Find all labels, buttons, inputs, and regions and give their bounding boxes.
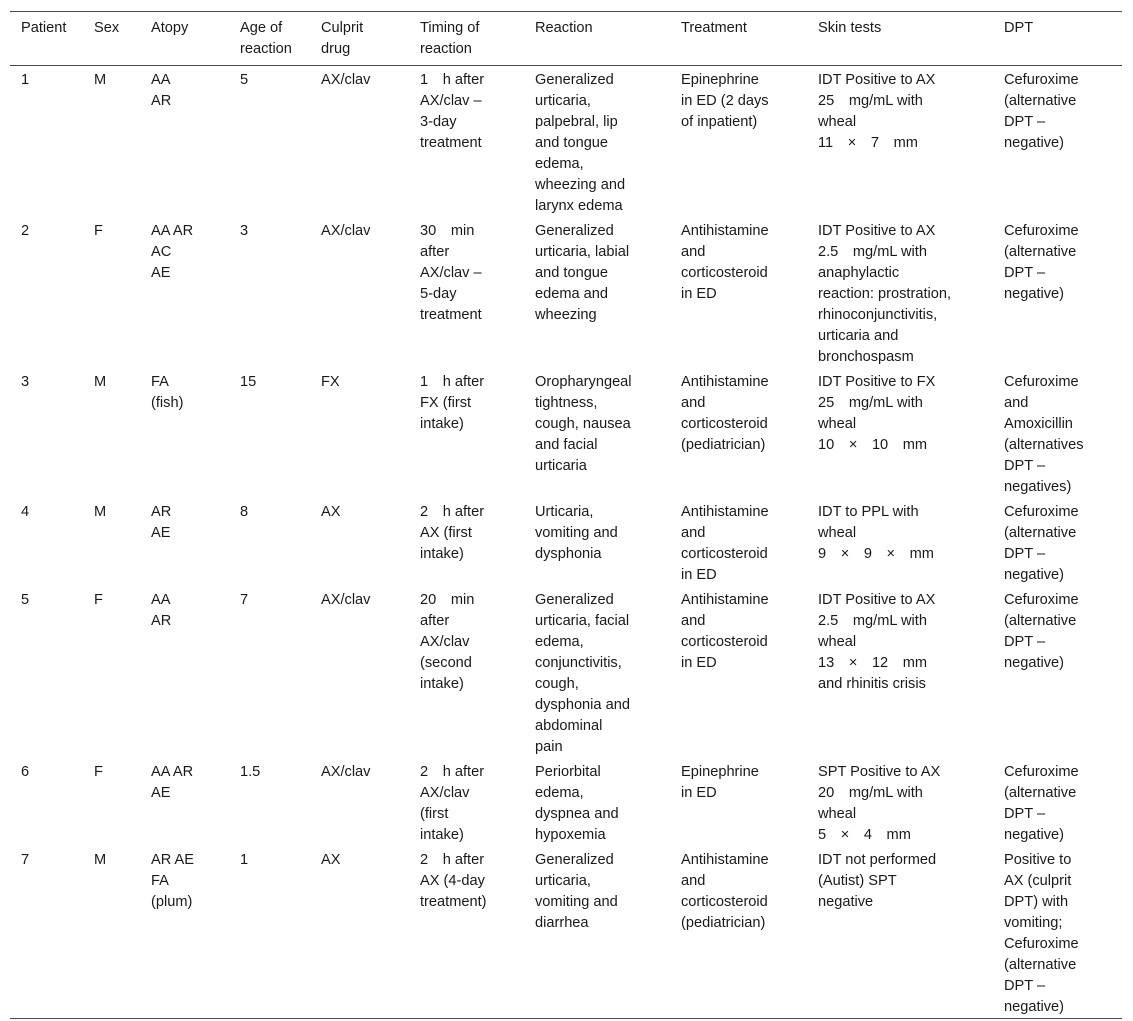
cell-atopy: AA AR: [151, 592, 172, 629]
table-row: [10, 758, 1122, 846]
cell-treatment: Epinephrine in ED: [681, 764, 759, 801]
cell-atopy: AA AR: [151, 72, 172, 109]
cell-timing: 1 h after AX/clav – 3-day treatment: [420, 72, 485, 151]
patient-table: [10, 11, 1122, 1019]
header-treatment: Treatment: [681, 20, 747, 36]
patient-table-container: [10, 11, 1122, 1019]
header-age-of-reaction: Age of reaction: [240, 20, 292, 57]
cell-reaction: Oropharyngeal tightness, cough, nausea and facial urticaria: [535, 374, 632, 474]
cell-sex: F: [94, 764, 103, 780]
table-row: [10, 846, 1122, 1019]
cell-sex: F: [94, 223, 103, 239]
table-row: [10, 217, 1122, 368]
cell-atopy: AA AR AC AE: [151, 223, 194, 281]
cell-dpt: Cefuroxime and Amoxicillin (alternatives DPT – negatives): [1004, 374, 1084, 495]
cell-atopy: AA AR AE: [151, 764, 194, 801]
cell-sex: F: [94, 592, 103, 608]
cell-age: 3: [240, 223, 249, 239]
cell-culprit-drug: AX/clav: [321, 223, 371, 239]
cell-atopy: AR AE FA (plum): [151, 852, 194, 910]
cell-reaction: Generalized urticaria, palpebral, lip and tongue edema, wheezing and larynx edema: [535, 72, 626, 214]
cell-dpt: Cefuroxime (alternative DPT – negative): [1004, 764, 1079, 843]
cell-reaction: Urticaria, vomiting and dysphonia: [535, 504, 618, 562]
cell-culprit-drug: AX: [321, 504, 341, 520]
cell-age: 7: [240, 592, 249, 608]
header-culprit-drug: Culprit drug: [321, 20, 364, 57]
cell-reaction: Periorbital edema, dyspnea and hypoxemia: [535, 764, 619, 843]
cell-treatment: Antihistamine and corticosteroid in ED: [681, 504, 769, 583]
cell-culprit-drug: AX/clav: [321, 764, 371, 780]
cell-patient: 1: [21, 72, 30, 88]
header-skin-tests: Skin tests: [818, 20, 882, 36]
table-row: [10, 66, 1122, 218]
header-dpt: DPT: [1004, 20, 1034, 36]
cell-age: 8: [240, 504, 249, 520]
header-patient: Patient: [21, 20, 67, 36]
cell-culprit-drug: AX/clav: [321, 72, 371, 88]
cell-timing: 2 h after AX (first intake): [420, 504, 485, 562]
cell-sex: M: [94, 504, 107, 520]
cell-patient: 5: [21, 592, 30, 608]
cell-timing: 30 min after AX/clav – 5-day treatment: [420, 223, 482, 323]
header-timing-of-reaction: Timing of reaction: [420, 20, 480, 57]
cell-reaction: Generalized urticaria, facial edema, conjunctivitis, cough, dysphonia and abdominal pain: [535, 592, 630, 755]
cell-patient: 6: [21, 764, 30, 780]
cell-skin-tests: IDT to PPL with wheal 9 × 9 × mm: [818, 504, 934, 562]
cell-culprit-drug: AX: [321, 852, 341, 868]
cell-age: 5: [240, 72, 249, 88]
cell-atopy: FA (fish): [151, 374, 184, 411]
cell-sex: M: [94, 72, 107, 88]
cell-dpt: Cefuroxime (alternative DPT – negative): [1004, 72, 1079, 151]
cell-skin-tests: IDT Positive to AX 2.5 mg/mL with wheal 13 × 12 mm and rhinitis crisis: [818, 592, 936, 692]
cell-sex: M: [94, 852, 107, 868]
cell-skin-tests: IDT Positive to AX 25 mg/mL with wheal 11 × 7 mm: [818, 72, 936, 151]
table-header-row: [10, 12, 1122, 66]
cell-reaction: Generalized urticaria, vomiting and diarrhea: [535, 852, 618, 931]
header-sex: Sex: [94, 20, 120, 36]
cell-timing: 2 h after AX (4-day treatment): [420, 852, 487, 910]
cell-age: 1.5: [240, 764, 261, 780]
cell-atopy: AR AE: [151, 504, 172, 541]
cell-dpt: Positive to AX (culprit DPT) with vomiting; Cefuroxime (alternative DPT – negative): [1004, 852, 1079, 1015]
cell-timing: 1 h after FX (first intake): [420, 374, 485, 432]
cell-reaction: Generalized urticaria, labial and tongue edema and wheezing: [535, 223, 630, 323]
cell-treatment: Antihistamine and corticosteroid (pediatrician): [681, 852, 769, 931]
cell-skin-tests: SPT Positive to AX 20 mg/mL with wheal 5 × 4 mm: [818, 764, 941, 843]
table-row: [10, 368, 1122, 498]
header-atopy: Atopy: [151, 20, 189, 36]
cell-treatment: Antihistamine and corticosteroid (pediatrician): [681, 374, 769, 453]
cell-skin-tests: IDT not performed (Autist) SPT negative: [818, 852, 937, 910]
cell-dpt: Cefuroxime (alternative DPT – negative): [1004, 223, 1079, 302]
table-row: [10, 586, 1122, 758]
cell-timing: 20 min after AX/clav (second intake): [420, 592, 475, 692]
header-reaction: Reaction: [535, 20, 593, 36]
table-row: [10, 498, 1122, 586]
cell-skin-tests: IDT Positive to AX 2.5 mg/mL with anaphylactic reaction: prostration, rhinoconjunctivitis, urticaria and bronchospasm: [818, 223, 952, 365]
cell-sex: M: [94, 374, 107, 390]
cell-age: 1: [240, 852, 249, 868]
cell-dpt: Cefuroxime (alternative DPT – negative): [1004, 504, 1079, 583]
cell-patient: 7: [21, 852, 30, 868]
cell-culprit-drug: AX/clav: [321, 592, 371, 608]
cell-treatment: Antihistamine and corticosteroid in ED: [681, 223, 769, 302]
cell-patient: 3: [21, 374, 30, 390]
cell-skin-tests: IDT Positive to FX 25 mg/mL with wheal 10 × 10 mm: [818, 374, 936, 453]
cell-culprit-drug: FX: [321, 374, 340, 390]
cell-patient: 4: [21, 504, 30, 520]
cell-timing: 2 h after AX/clav (first intake): [420, 764, 485, 843]
cell-patient: 2: [21, 223, 30, 239]
cell-age: 15: [240, 374, 257, 390]
cell-treatment: Antihistamine and corticosteroid in ED: [681, 592, 769, 671]
cell-dpt: Cefuroxime (alternative DPT – negative): [1004, 592, 1079, 671]
cell-treatment: Epinephrine in ED (2 days of inpatient): [681, 72, 769, 130]
